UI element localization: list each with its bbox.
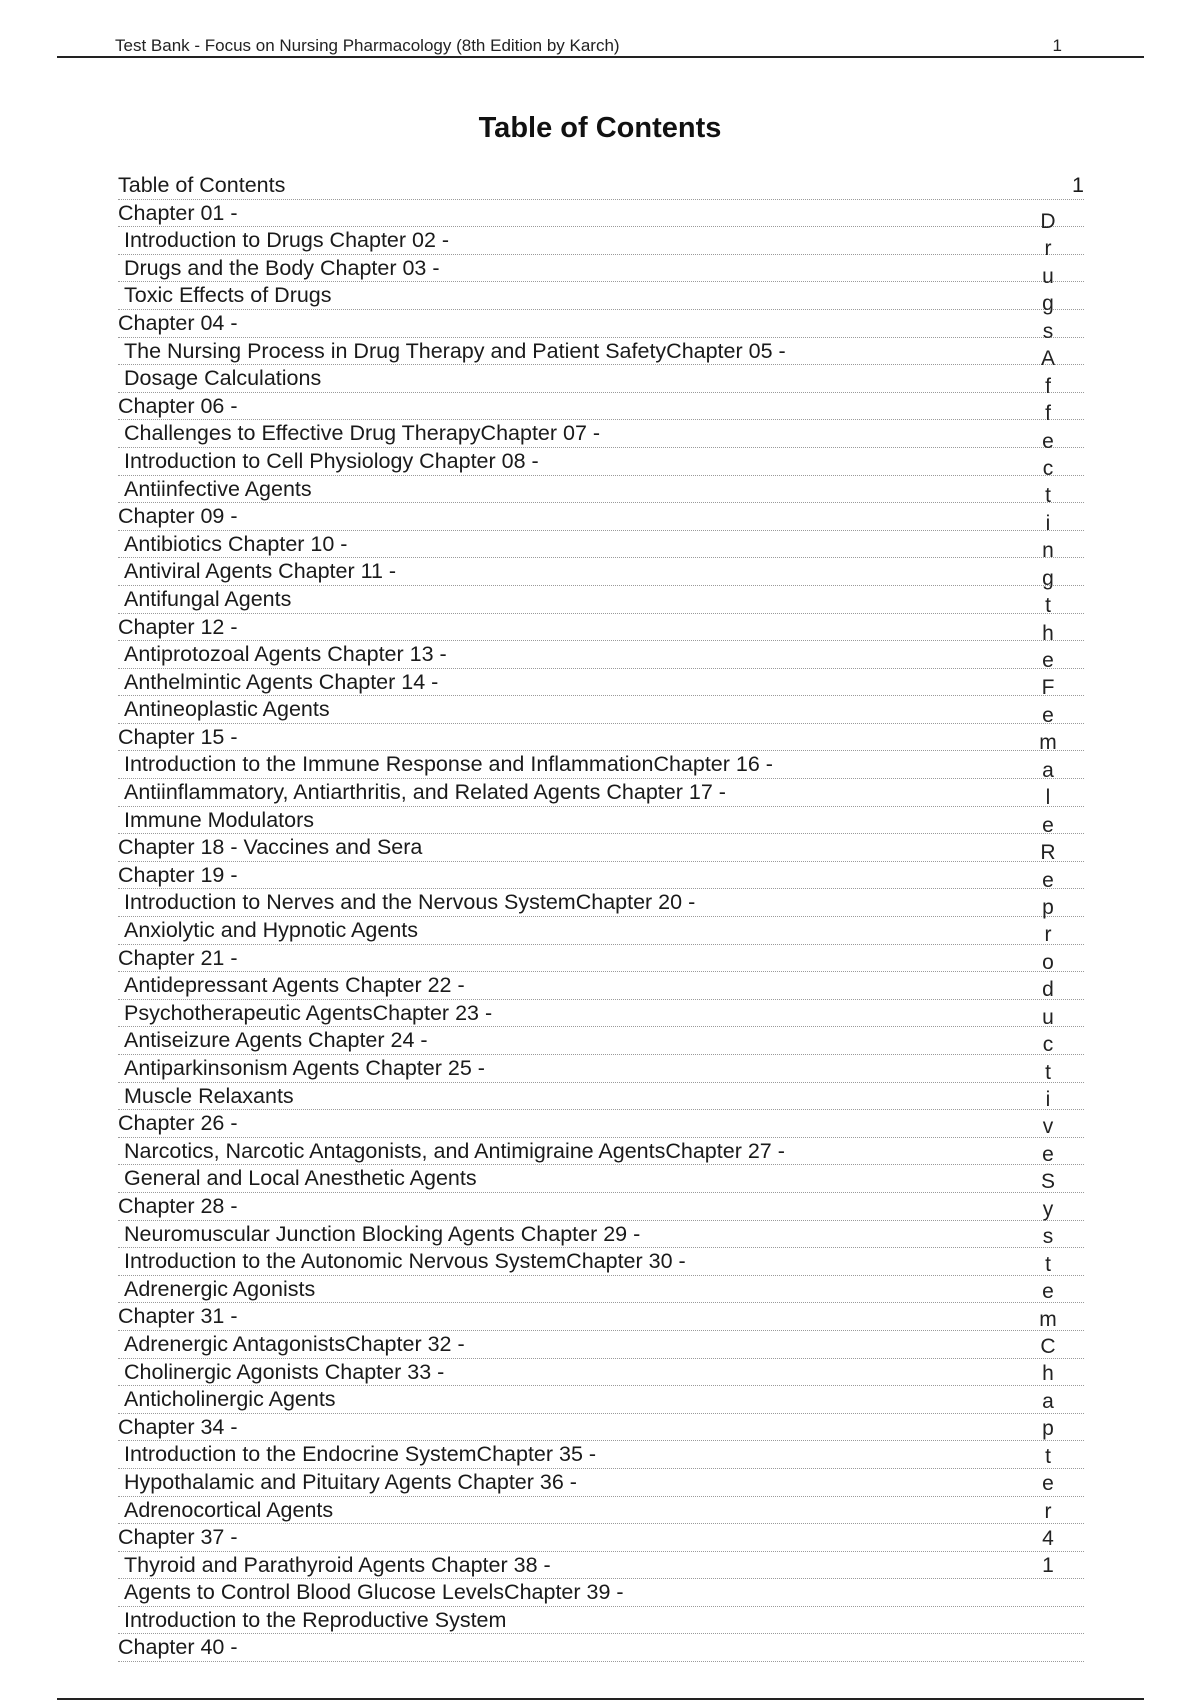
toc-entry[interactable] bbox=[118, 1607, 1084, 1635]
toc-entry[interactable] bbox=[118, 1055, 1084, 1083]
vertical-letter: s bbox=[1042, 319, 1054, 343]
vertical-letter: S bbox=[1040, 1170, 1055, 1194]
toc-list bbox=[118, 172, 1084, 1662]
toc-entry-text: Neuromuscular Junction Blocking Agents Chapter 29 - bbox=[124, 1221, 641, 1246]
toc-entry[interactable] bbox=[118, 1110, 1084, 1138]
toc-entry-text: Hypothalamic and Pituitary Agents Chapter 36 - bbox=[124, 1469, 577, 1494]
toc-entry-text: Introduction to Drugs Chapter 02 - bbox=[124, 228, 450, 253]
vertical-letter: t bbox=[1045, 1060, 1051, 1084]
toc-entry-text: Anthelmintic Agents Chapter 14 - bbox=[124, 669, 439, 694]
toc-entry[interactable] bbox=[118, 1193, 1084, 1221]
vertical-letter: 4 bbox=[1042, 1527, 1054, 1550]
vertical-letter: t bbox=[1045, 1252, 1051, 1276]
toc-entry-text: Anxiolytic and Hypnotic Agents bbox=[124, 918, 418, 943]
toc-entry-text: Chapter 01 - bbox=[118, 200, 238, 225]
vertical-letter: f bbox=[1045, 402, 1051, 426]
toc-entry-text: Introduction to Nerves and the Nervous SystemChapter 20 - bbox=[124, 890, 696, 915]
toc-entry[interactable] bbox=[118, 1579, 1084, 1607]
vertical-chapter-text bbox=[1033, 208, 1063, 1580]
toc-entry-text: Chapter 06 - bbox=[118, 393, 238, 418]
toc-entry-text: Antidepressant Agents Chapter 22 - bbox=[124, 973, 465, 998]
vertical-letter: r bbox=[1044, 923, 1052, 947]
vertical-letter: e bbox=[1042, 1280, 1054, 1304]
toc-entry[interactable] bbox=[118, 1634, 1084, 1662]
vertical-letter: l bbox=[1045, 786, 1051, 810]
toc-entry-text: Chapter 28 - bbox=[118, 1193, 238, 1218]
vertical-letter: r bbox=[1044, 237, 1052, 261]
toc-entry-text: Muscle Relaxants bbox=[124, 1083, 294, 1108]
toc-entry-text: Antiseizure Agents Chapter 24 - bbox=[124, 1028, 428, 1053]
toc-entry[interactable] bbox=[118, 1386, 1084, 1414]
toc-entry[interactable] bbox=[118, 972, 1084, 1000]
vertical-letter: p bbox=[1042, 1417, 1054, 1441]
vertical-letter: n bbox=[1042, 539, 1054, 563]
toc-entry-text: Immune Modulators bbox=[124, 807, 314, 832]
vertical-letter: t bbox=[1045, 484, 1051, 508]
vertical-letter: D bbox=[1040, 210, 1056, 233]
vertical-letter: h bbox=[1042, 621, 1054, 645]
toc-entry[interactable] bbox=[118, 696, 1084, 724]
toc-entry-text: Adrenergic Agonists bbox=[124, 1276, 316, 1301]
toc-entry[interactable] bbox=[118, 1497, 1084, 1525]
toc-entry-text: Antineoplastic Agents bbox=[124, 697, 330, 722]
toc-entry-text: Antiviral Agents Chapter 11 - bbox=[124, 559, 397, 584]
toc-entry[interactable] bbox=[118, 669, 1084, 697]
vertical-letter: F bbox=[1041, 676, 1055, 700]
toc-entry-text: Antibiotics Chapter 10 - bbox=[124, 531, 348, 556]
vertical-letter: i bbox=[1045, 1088, 1051, 1111]
vertical-letter: e bbox=[1042, 429, 1054, 453]
toc-entry-text: Antifungal Agents bbox=[124, 586, 292, 611]
toc-entry[interactable] bbox=[118, 889, 1084, 917]
toc-entry[interactable] bbox=[118, 1414, 1084, 1442]
vertical-letter: m bbox=[1039, 731, 1057, 755]
vertical-letter: c bbox=[1042, 456, 1054, 480]
vertical-letter: o bbox=[1042, 950, 1054, 974]
toc-entry-text: Chapter 04 - bbox=[118, 310, 238, 335]
toc-entry-text: Narcotics, Narcotic Antagonists, and Antimigraine AgentsChapter 27 - bbox=[124, 1138, 785, 1163]
toc-entry-text: Chapter 31 - bbox=[118, 1304, 238, 1329]
toc-entry-text: Introduction to Cell Physiology Chapter 08 - bbox=[124, 448, 539, 473]
toc-entry-text: Chapter 19 - bbox=[118, 862, 238, 887]
vertical-letter: g bbox=[1042, 566, 1054, 590]
toc-entry[interactable] bbox=[118, 476, 1084, 504]
vertical-letter: r bbox=[1044, 1499, 1052, 1523]
vertical-letter: y bbox=[1042, 1197, 1054, 1221]
toc-entry-text: Chapter 15 - bbox=[118, 724, 238, 749]
vertical-letter: e bbox=[1042, 703, 1054, 727]
toc-entry[interactable] bbox=[118, 393, 1084, 421]
toc-entry-text: Antiinfective Agents bbox=[124, 476, 312, 501]
page-header bbox=[57, 32, 1144, 58]
toc-entry-text: Antiprotozoal Agents Chapter 13 - bbox=[124, 642, 447, 667]
toc-entry[interactable] bbox=[118, 448, 1084, 476]
toc-entry-text: Chapter 26 - bbox=[118, 1111, 238, 1136]
toc-entry[interactable] bbox=[118, 807, 1084, 835]
vertical-letter: e bbox=[1042, 813, 1054, 837]
toc-entry[interactable] bbox=[118, 420, 1084, 448]
toc-entry[interactable] bbox=[118, 255, 1084, 283]
toc-entry-text: Toxic Effects of Drugs bbox=[124, 283, 332, 308]
toc-entry[interactable] bbox=[118, 282, 1084, 310]
toc-entry[interactable] bbox=[118, 1331, 1084, 1359]
toc-entry-page: 1 bbox=[1072, 173, 1084, 197]
vertical-letter: R bbox=[1040, 841, 1056, 865]
toc-entry-text: Antiparkinsonism Agents Chapter 25 - bbox=[124, 1056, 485, 1080]
vertical-letter: e bbox=[1042, 649, 1054, 672]
toc-entry-text: Agents to Control Blood Glucose LevelsChapter 39 - bbox=[124, 1580, 624, 1605]
toc-entry[interactable] bbox=[118, 614, 1084, 642]
toc-title: Table of Contents bbox=[478, 112, 722, 144]
vertical-letter: a bbox=[1042, 1389, 1054, 1413]
toc-entry[interactable] bbox=[118, 834, 1084, 862]
toc-entry[interactable] bbox=[118, 862, 1084, 890]
toc-entry[interactable] bbox=[118, 558, 1084, 586]
toc-entry[interactable] bbox=[118, 1524, 1084, 1552]
toc-entry-text: Dosage Calculations bbox=[124, 366, 322, 391]
toc-entry[interactable] bbox=[118, 1083, 1084, 1111]
toc-entry-text: Introduction to the Reproductive System bbox=[124, 1607, 507, 1632]
vertical-letter: m bbox=[1039, 1307, 1057, 1331]
vertical-letter: d bbox=[1042, 978, 1054, 1002]
toc-entry[interactable] bbox=[118, 1000, 1084, 1028]
toc-entry-text: Table of Contents bbox=[118, 173, 286, 197]
toc-entry[interactable] bbox=[118, 779, 1084, 807]
toc-entry-text: Chapter 40 - bbox=[118, 1635, 238, 1660]
toc-entry[interactable] bbox=[118, 641, 1084, 669]
vertical-letter: e bbox=[1042, 1142, 1054, 1166]
toc-entry-text: Introduction to the Endocrine SystemChapter 35 - bbox=[124, 1442, 597, 1467]
toc-entry[interactable] bbox=[118, 1165, 1084, 1193]
header-title: Test Bank - Focus on Nursing Pharmacology (8th Edition by Karch) bbox=[115, 36, 620, 55]
toc-entry[interactable] bbox=[118, 1027, 1084, 1055]
vertical-letter: p bbox=[1042, 895, 1054, 919]
vertical-letter: t bbox=[1045, 1444, 1051, 1468]
toc-entry-text: Introduction to the Immune Response and InflammationChapter 16 - bbox=[124, 752, 773, 777]
vertical-letter: i bbox=[1045, 511, 1051, 535]
toc-entry[interactable] bbox=[118, 751, 1084, 779]
vertical-letter: g bbox=[1042, 292, 1054, 316]
toc-entry-text: Psychotherapeutic AgentsChapter 23 - bbox=[124, 1000, 493, 1025]
vertical-letter: e bbox=[1042, 868, 1054, 892]
toc-entry-text: Chapter 34 - bbox=[118, 1414, 238, 1439]
vertical-letter: v bbox=[1042, 1115, 1054, 1139]
toc-entry-text: Cholinergic Agonists Chapter 33 - bbox=[124, 1359, 445, 1384]
toc-entry-text: Adrenocortical Agents bbox=[124, 1497, 334, 1522]
toc-entry[interactable] bbox=[118, 586, 1084, 614]
toc-entry[interactable] bbox=[118, 1248, 1084, 1276]
vertical-letter: t bbox=[1045, 594, 1051, 618]
toc-entry[interactable] bbox=[118, 338, 1084, 366]
toc-entry[interactable] bbox=[118, 1138, 1084, 1166]
toc-entry[interactable] bbox=[118, 724, 1084, 752]
toc-entry-text: Chapter 12 - bbox=[118, 614, 238, 639]
toc-entry[interactable] bbox=[118, 200, 1084, 228]
toc-entry-text: The Nursing Process in Drug Therapy and Patient SafetyChapter 05 - bbox=[124, 338, 786, 363]
toc-entry[interactable] bbox=[118, 1441, 1084, 1469]
toc-entry[interactable] bbox=[118, 172, 1084, 200]
toc-entry-text: Chapter 09 - bbox=[118, 504, 238, 529]
toc-entry[interactable] bbox=[118, 227, 1084, 255]
vertical-letter: f bbox=[1045, 374, 1051, 398]
vertical-letter: C bbox=[1040, 1334, 1056, 1358]
toc-entry[interactable] bbox=[118, 1359, 1084, 1387]
toc-entry[interactable] bbox=[118, 503, 1084, 531]
toc-entry[interactable] bbox=[118, 1303, 1084, 1331]
header-page-number: 1 bbox=[1052, 36, 1062, 55]
toc-entry[interactable] bbox=[118, 1552, 1084, 1580]
vertical-letter: u bbox=[1042, 1005, 1054, 1029]
toc-entry[interactable] bbox=[118, 917, 1084, 945]
vertical-letter: A bbox=[1040, 347, 1055, 371]
toc-entry[interactable] bbox=[118, 365, 1084, 393]
toc-entry[interactable] bbox=[118, 531, 1084, 559]
vertical-letter: h bbox=[1042, 1362, 1054, 1386]
toc-entry-text: Chapter 21 - bbox=[118, 945, 238, 970]
toc-entry-text: Chapter 37 - bbox=[118, 1525, 238, 1550]
toc-entry-text: Thyroid and Parathyroid Agents Chapter 38 - bbox=[124, 1552, 551, 1577]
toc-entry-text: General and Local Anesthetic Agents bbox=[124, 1166, 477, 1191]
toc-entry-text: Introduction to the Autonomic Nervous SystemChapter 30 - bbox=[124, 1249, 686, 1274]
toc-entry[interactable] bbox=[118, 310, 1084, 338]
vertical-letter: u bbox=[1042, 264, 1054, 288]
toc-entry[interactable] bbox=[118, 1469, 1084, 1497]
vertical-letter: e bbox=[1042, 1472, 1054, 1496]
vertical-letter: 1 bbox=[1042, 1554, 1054, 1578]
toc-entry[interactable] bbox=[118, 1276, 1084, 1304]
toc-entry-text: Challenges to Effective Drug TherapyChapter 07 - bbox=[124, 421, 601, 446]
toc-entry-text: Antiinflammatory, Antiarthritis, and Related Agents Chapter 17 - bbox=[124, 780, 726, 805]
toc-entry[interactable] bbox=[118, 945, 1084, 973]
vertical-letter: c bbox=[1042, 1033, 1054, 1057]
toc-entry[interactable] bbox=[118, 1221, 1084, 1249]
vertical-letter: a bbox=[1042, 758, 1054, 782]
toc-entry-text: Chapter 18 - Vaccines and Sera bbox=[118, 835, 423, 860]
toc-entry-text: Anticholinergic Agents bbox=[124, 1387, 336, 1412]
vertical-letter: s bbox=[1042, 1225, 1054, 1249]
toc-entry-text: Adrenergic AntagonistsChapter 32 - bbox=[124, 1331, 465, 1356]
toc-entry-text: Drugs and the Body Chapter 03 - bbox=[124, 255, 440, 280]
